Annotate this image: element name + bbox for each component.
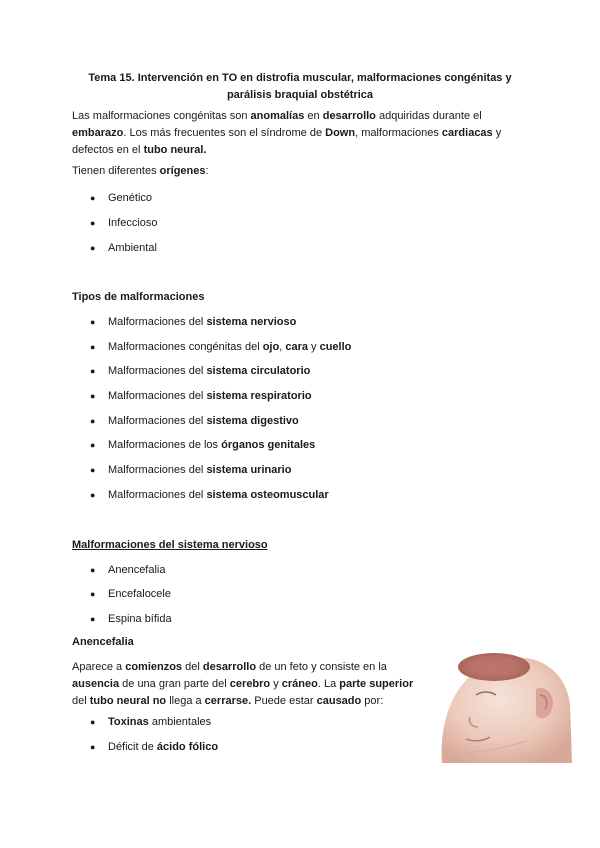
nervous-heading: Malformaciones del sistema nervioso	[72, 539, 268, 551]
types-heading: Tipos de malformaciones	[72, 291, 205, 303]
anencefalia-line-3: del tubo neural no llega a cerrarse. Puede estar causado por:	[72, 695, 384, 707]
origins-lead: Tienen diferentes orígenes:	[72, 165, 209, 177]
anencefalia-heading: Anencefalia	[72, 636, 134, 648]
intro-line-1: Las malformaciones congénitas son anomalías en desarrollo adquiridas durante el	[72, 110, 482, 122]
page-title	[60, 70, 540, 104]
title-line-1: Tema 15. Intervención en TO en distrofia muscular, malformaciones congénitas y	[88, 72, 512, 84]
intro-line-2: embarazo. Los más frecuentes son el síndrome de Down, malformaciones cardiacas y	[72, 127, 502, 139]
document-page: Tema 15. Intervención en TO en distrofia muscular, malformaciones congénitas y parálisis braquial obstétrica Las malformaciones congénitas son anomalías en desarrollo adquiridas durante el embarazo. Los más frecuentes son el síndrome de Down, malformaciones cardiacas y defectos en el tubo neural. Tienen diferentes orígenes: ● Genético ● Infeccioso ● Ambiental Tipos de malformaciones ● Malformaciones del sistema nervioso ● Malformaciones congénitas del ojo, cara y cuello ● Malformaciones del sistema circulatorio ● Malformaciones del sistema respiratorio ● Malformaciones del sistema digestivo ● Malformaciones de los órganos genitales ● Malformaciones del sistema urinario ● Malformaciones del sistema osteomuscular Malformaciones del sistema nervioso ● Anencefalia ● Encefalocele ● Espina bífida Anencefalia Aparece a comienzos del desarrollo de un feto y consiste en la ausencia de una gran parte del cerebro y cráneo. La parte superior del tubo neural no llega a cerrarse. Puede estar causado por: ● Toxinas ambientales ● Déficit de ácido fólico	[0, 0, 600, 848]
anencefalia-paragraph	[72, 659, 422, 710]
anencefalia-line-1: Aparece a comienzos del desarrollo de un feto y consiste en la	[72, 661, 387, 673]
intro-paragraph	[72, 108, 512, 159]
anencephaly-illustration	[432, 645, 572, 763]
intro-line-3: defectos en el tubo neural.	[72, 144, 207, 156]
title-line-2: parálisis braquial obstétrica	[226, 89, 374, 101]
anencefalia-line-2: ausencia de una gran parte del cerebro y cráneo. La parte superior	[72, 678, 414, 690]
